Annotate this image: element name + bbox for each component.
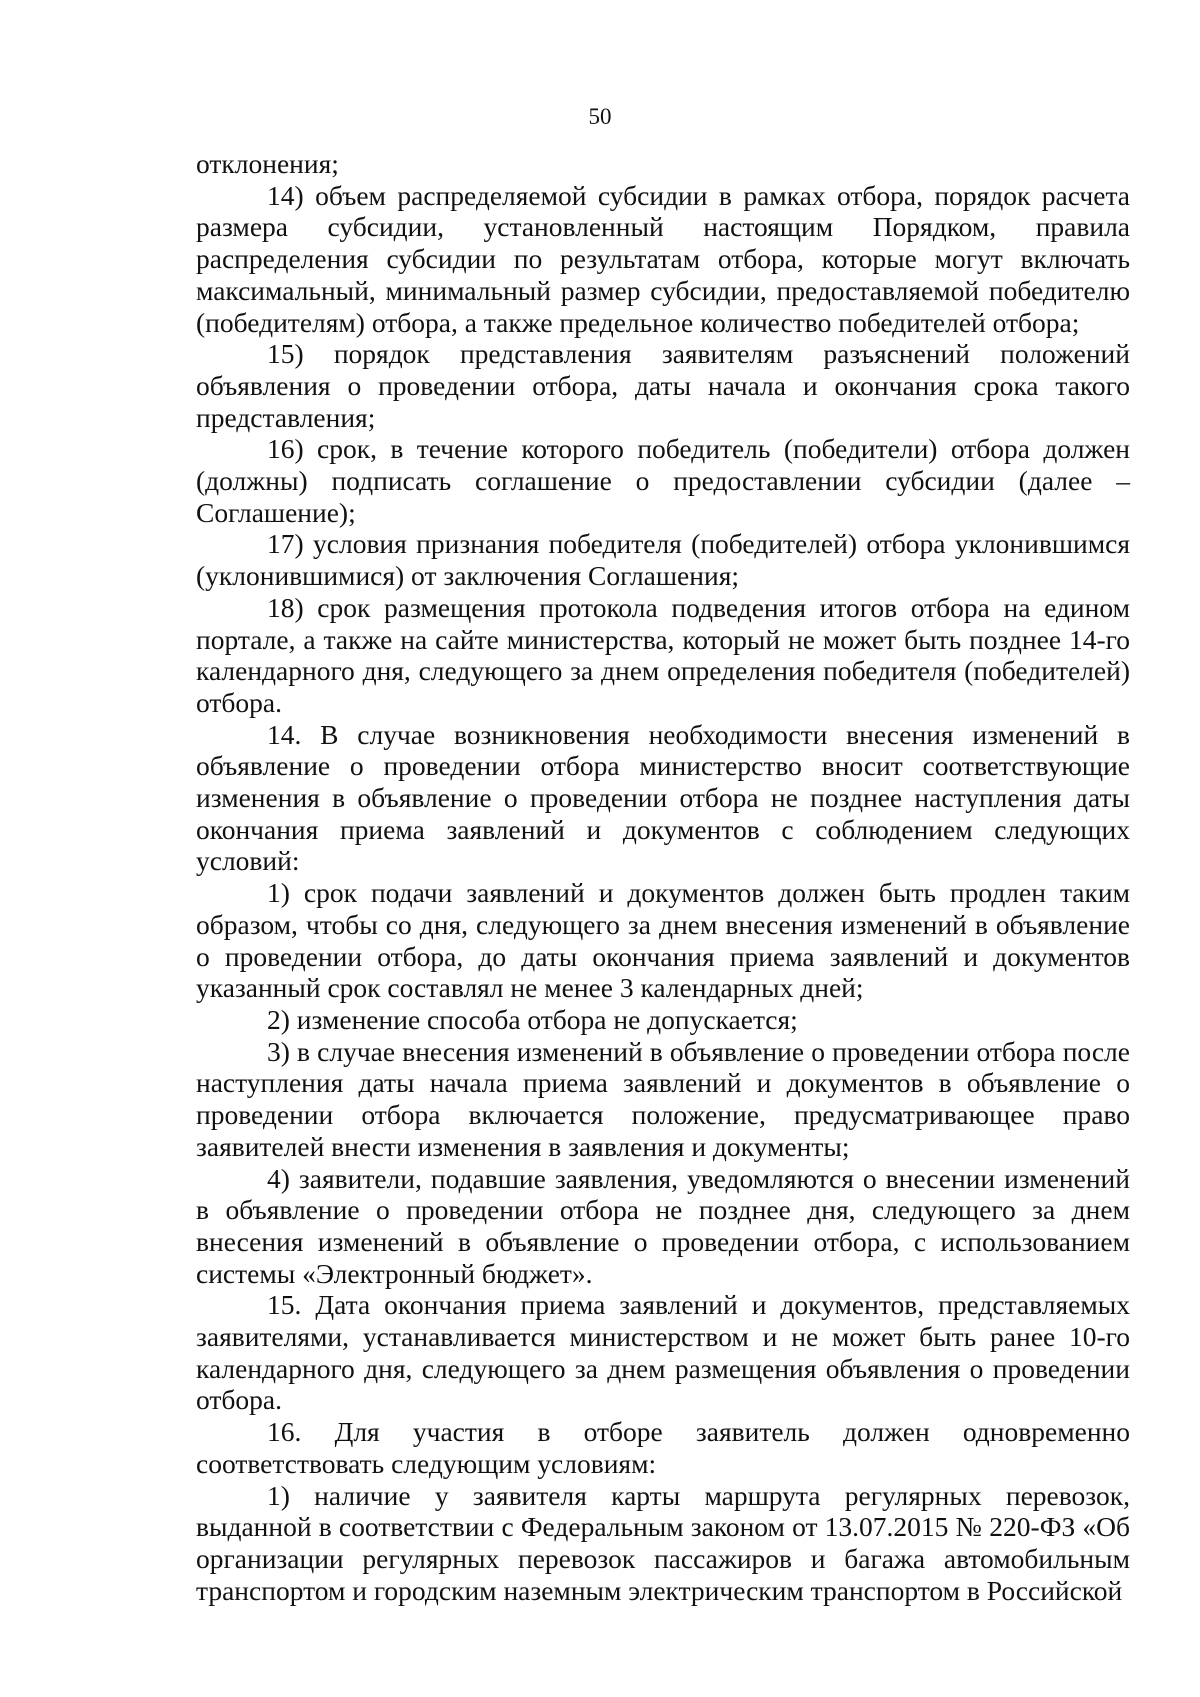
paragraph: 15) порядок представления заявителям разъяснений положений объявления о проведении отбора, даты начала и окончания срока такого представления; <box>196 338 1130 433</box>
paragraph: 14) объем распределяемой субсидии в рамках отбора, порядок расчета размера субсидии, установленный настоящим Порядком, правила распределения субсидии по результатам отбора, которые могут включать максимальный, минимальный размер субсидии, предоставляемой победителю (победителям) отбора, а также предельное количество победителей отбора; <box>196 179 1130 338</box>
paragraph: 1) срок подачи заявлений и документов должен быть продлен таким образом, чтобы со дня, следующего за днем внесения изменений в объявление о проведении отбора, до даты окончания приема заявлений и документов указанный срок составлял не менее 3 календарных дней; <box>196 877 1130 1004</box>
paragraph: 16) срок, в течение которого победитель (победители) отбора должен (должны) подписать соглашение о предоставлении субсидии (далее – Соглашение); <box>196 433 1130 528</box>
page-number: 50 <box>588 104 612 129</box>
paragraph: отклонения; <box>196 148 339 179</box>
paragraph: 3) в случае внесения изменений в объявление о проведении отбора после наступления даты начала приема заявлений и документов в объявление о проведении отбора включается положение, предусматривающее право заявителей внести изменения в заявления и документы; <box>196 1035 1130 1162</box>
paragraph: 16. Для участия в отборе заявитель должен одновременно соответствовать следующим условиям: <box>196 1416 1130 1479</box>
paragraph: 1) наличие у заявителя карты маршрута регулярных перевозок, выданной в соответствии с Федеральным законом от 13.07.2015 № 220-ФЗ «Об организации регулярных перевозок пассажиров и багажа автомобильным транспортом и городским наземным электрическим транспортом в Российской <box>196 1479 1130 1606</box>
document-body <box>196 148 1130 1606</box>
paragraph: 2) изменение способа отбора не допускается; <box>267 1003 798 1035</box>
paragraph: 17) условия признания победителя (победителей) отбора уклонившимся (уклонившимися) от заключения Соглашения; <box>196 528 1130 592</box>
paragraph: 14. В случае возникновения необходимости внесения изменений в объявление о проведении отбора министерство вносит соответствующие изменения в объявление о проведении отбора не позднее наступления даты окончания приема заявлений и документов с соблюдением следующих условий: <box>196 718 1130 877</box>
paragraph: 4) заявители, подавшие заявления, уведомляются о внесении изменений в объявление о проведении отбора не позднее дня, следующего за днем внесения изменений в объявление о проведении отбора, с использованием системы «Электронный бюджет». <box>196 1162 1130 1289</box>
paragraph: 18) срок размещения протокола подведения итогов отбора на едином портале, а также на сайте министерства, который не может быть позднее 14-го календарного дня, следующего за днем определения победителя (победителей) отбора. <box>196 591 1130 718</box>
paragraph: 15. Дата окончания приема заявлений и документов, представляемых заявителями, устанавливается министерством и не может быть ранее 10-го календарного дня, следующего за днем размещения объявления о проведении отбора. <box>196 1289 1130 1416</box>
